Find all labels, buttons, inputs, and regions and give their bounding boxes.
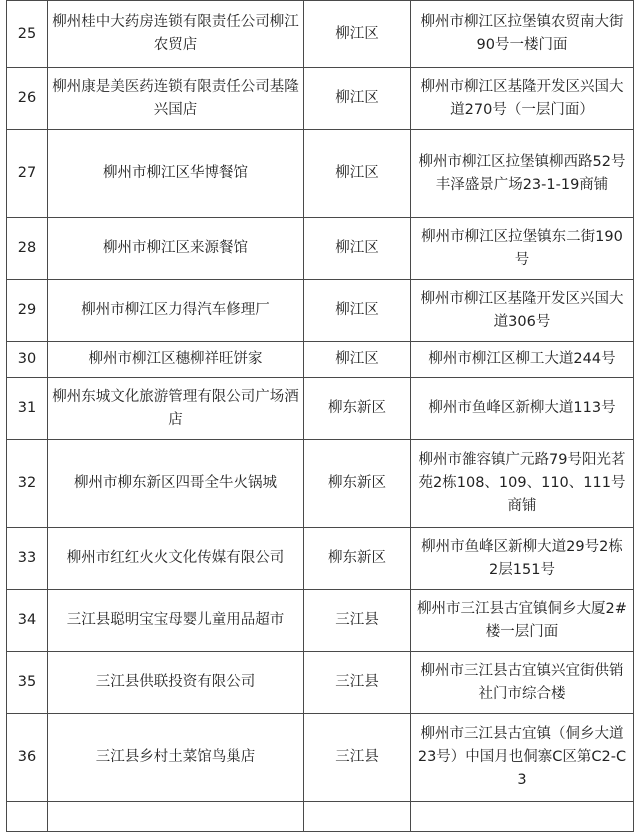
address: 柳州市柳江区基隆开发区兴国大道270号（一层门面） (411, 68, 634, 130)
row-number: 28 (7, 218, 48, 280)
business-name: 三江县乡村土菜馆鸟巢店 (48, 714, 304, 802)
address: 柳州市柳江区拉堡镇农贸南大街90号一楼门面 (411, 1, 634, 68)
business-name: 柳州东城文化旅游管理有限公司广场酒店 (48, 378, 304, 440)
district: 柳江区 (304, 68, 411, 130)
row-number: 32 (7, 440, 48, 528)
row-number: 27 (7, 130, 48, 218)
address: 柳州市鱼峰区新柳大道29号2栋2层151号 (411, 528, 634, 590)
district: 柳东新区 (304, 440, 411, 528)
address: 柳州市柳江区拉堡镇东二街190号 (411, 218, 634, 280)
address: 柳州市三江县古宜镇侗乡大厦2#楼一层门面 (411, 590, 634, 652)
business-name: 柳州市柳东新区四哥全牛火锅城 (48, 440, 304, 528)
business-name: 柳州康是美医药连锁有限责任公司基隆兴国店 (48, 68, 304, 130)
empty-cell (48, 802, 304, 832)
table-row-partial (7, 802, 634, 832)
table-row (7, 218, 634, 280)
table-row (7, 528, 634, 590)
empty-cell (411, 802, 634, 832)
district: 三江县 (304, 714, 411, 802)
business-name: 柳州市柳江区来源餐馆 (48, 218, 304, 280)
table-row (7, 280, 634, 342)
empty-cell (304, 802, 411, 832)
row-number: 29 (7, 280, 48, 342)
address: 柳州市柳江区基隆开发区兴国大道306号 (411, 280, 634, 342)
table-row (7, 714, 634, 802)
business-name: 三江县聪明宝宝母婴儿童用品超市 (48, 590, 304, 652)
table-row (7, 590, 634, 652)
district: 柳东新区 (304, 528, 411, 590)
district: 柳江区 (304, 130, 411, 218)
address: 柳州市柳江区拉堡镇柳西路52号丰泽盛景广场23-1-19商铺 (411, 130, 634, 218)
district: 柳江区 (304, 218, 411, 280)
table-row (7, 1, 634, 68)
row-number: 33 (7, 528, 48, 590)
district: 柳东新区 (304, 378, 411, 440)
empty-cell (7, 802, 48, 832)
business-name: 柳州市柳江区穗柳祥旺饼家 (48, 342, 304, 378)
address: 柳州市三江县古宜镇（侗乡大道23号）中国月也侗寨C区第C2-C3 (411, 714, 634, 802)
business-name: 柳州桂中大药房连锁有限责任公司柳江农贸店 (48, 1, 304, 68)
business-name: 柳州市柳江区华博餐馆 (48, 130, 304, 218)
address: 柳州市雒容镇广元路79号阳光茗苑2栋108、109、110、111号商铺 (411, 440, 634, 528)
address: 柳州市三江县古宜镇兴宜街供销社门市综合楼 (411, 652, 634, 714)
table-row (7, 342, 634, 378)
table-row (7, 440, 634, 528)
business-name: 三江县供联投资有限公司 (48, 652, 304, 714)
row-number: 35 (7, 652, 48, 714)
address: 柳州市柳江区柳工大道244号 (411, 342, 634, 378)
row-number: 31 (7, 378, 48, 440)
business-name: 柳州市红红火火文化传媒有限公司 (48, 528, 304, 590)
row-number: 25 (7, 1, 48, 68)
table-row (7, 68, 634, 130)
table-row (7, 652, 634, 714)
table-row (7, 378, 634, 440)
address: 柳州市鱼峰区新柳大道113号 (411, 378, 634, 440)
business-name: 柳州市柳江区力得汽车修理厂 (48, 280, 304, 342)
row-number: 30 (7, 342, 48, 378)
district: 三江县 (304, 590, 411, 652)
district: 柳江区 (304, 342, 411, 378)
district: 柳江区 (304, 280, 411, 342)
row-number: 26 (7, 68, 48, 130)
table-row (7, 130, 634, 218)
district: 三江县 (304, 652, 411, 714)
district: 柳江区 (304, 1, 411, 68)
row-number: 34 (7, 590, 48, 652)
row-number: 36 (7, 714, 48, 802)
business-list-table (6, 0, 634, 832)
